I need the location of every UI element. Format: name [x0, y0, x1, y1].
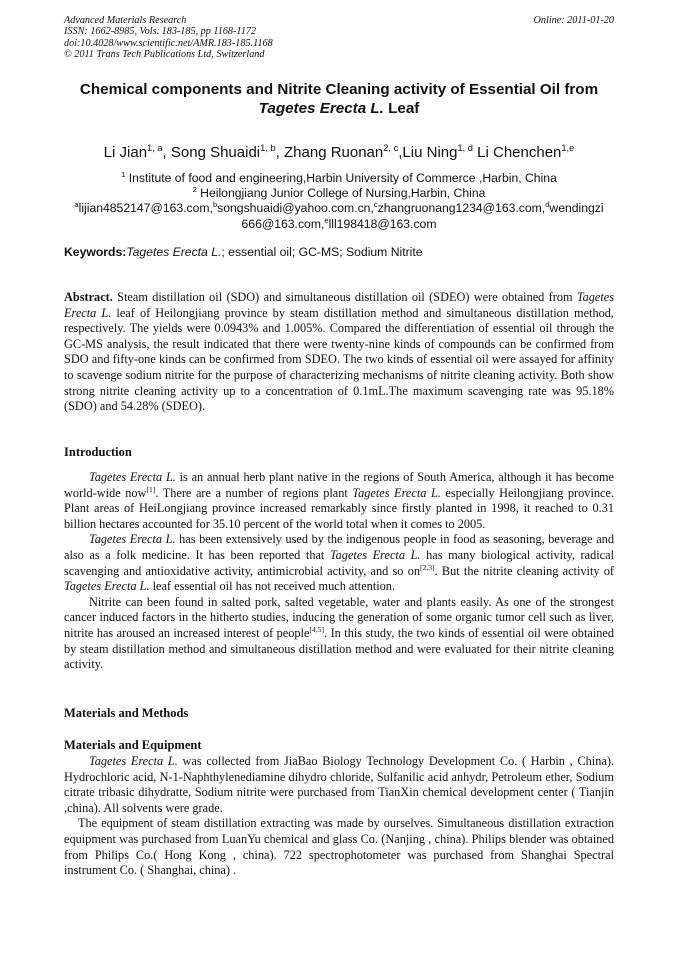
title-species: Tagetes Erecta L. [258, 100, 384, 117]
section-heading-materials-methods: Materials and Methods [64, 706, 189, 720]
email-link[interactable]: lll198418@163.com [328, 216, 437, 231]
author: Li Chenchen$^{1,e}$ [477, 143, 575, 161]
author: Li Jian$^{1, a}$, [103, 143, 171, 161]
keywords [64, 245, 614, 260]
subsection-heading-materials-equipment: Materials and Equipment [64, 738, 202, 752]
citation[interactable]: [2,3] [420, 562, 435, 572]
journal-name: Advanced Materials Research [64, 15, 187, 26]
issn-line: ISSN: 1662-8985, Vols. 183-185, pp 1168-1172 [64, 26, 257, 38]
introduction-body [64, 470, 614, 673]
copyright-line: © 2011 Trans Tech Publications Ltd, Switzerland [64, 49, 265, 61]
affiliation-2: $^2$ Heilongjiang Junior College of Nursing,Harbin, China [192, 185, 486, 201]
author: Liu Ning$^{1, d}$ [402, 143, 473, 161]
affiliation-1: $^1$ Institute of food and engineering,Harbin University of Commerce ,Harbin, China [121, 169, 557, 185]
section-heading-introduction: Introduction [64, 445, 132, 459]
journal-info [64, 15, 273, 61]
citation[interactable]: [1] [146, 484, 156, 494]
emails-line-2: 666@163.com,$^e$lll198418@163.com [241, 215, 437, 231]
abstract-label: Abstract. [64, 290, 113, 304]
keywords-label: Keywords: [64, 245, 127, 259]
title-line-2 [64, 99, 614, 118]
online-date: Online: 2011-01-20 [533, 15, 614, 26]
methods-body [64, 754, 614, 879]
citation[interactable]: [4,5] [309, 624, 325, 634]
paper-title [64, 80, 614, 118]
paragraph: The equipment of steam distillation extracting was made by ourselves. Simultaneous distillation extraction equipment was purchased from LuanYu chemical and glass Co. (Nanjing , china). Philips blender was obtained from Philips Co.( Hong Kong , china). 722 spectrophotometer was purchased from Shanghai Spectral instrument Co. ( Shanghai, china) . [64, 816, 614, 878]
paragraph: Tagetes Erecta L. is an annual herb plant native in the regions of South America, although it has become world-wide now[1]. There are a number of regions plant Tagetes Erecta L. especially Heilongjiang province. Plant areas of HeiLongjiang province increased remarkably since firstly planted in 1998, it reached to 0.31 billion hectares accounted for 35.10 percent of the world total when it comes to 2005. [64, 470, 614, 531]
email-link[interactable]: lijian4852147@163.com, [78, 201, 213, 216]
email-link[interactable]: zhangruonang1234@163.com, [377, 201, 546, 216]
title-leaf: Leaf [383, 100, 420, 117]
doi-line: doi:10.4028/www.scientific.net/AMR.183-185.1168 [64, 37, 273, 49]
author: Song Shuaidi$^{1, b}$, [170, 143, 284, 161]
emails-line-1: $^a$lijian4852147@163.com,$^b$songshuaidi@yahoo.com.cn,$^c$zhangruonang1234@163.com,$^d$wendingzi [74, 200, 604, 216]
paragraph: Tagetes Erecta L. has been extensively used by the indigenous people in food as seasoning, beverage and also as a folk medicine. It has been reported that Tagetes Erecta L. has many biological activity, radical scavenging and antioxidative activity, antimicrobial activity, and so on[2,3]. But the nitrite cleaning activity of Tagetes Erecta L. leaf essential oil has not received much attention. [64, 532, 614, 594]
email-link[interactable]: 666@163.com, [241, 216, 325, 231]
keyword-list: ; essential oil; GC-MS; Sodium Nitrite [221, 245, 423, 259]
author-list [64, 144, 614, 162]
email-link[interactable]: songshuaidi@yahoo.com.cn, [217, 201, 374, 216]
paragraph: Tagetes Erecta L. was collected from JiaBao Biology Technology Development Co. ( Harbin , China). Hydrochloric acid, N-1-Naphthylenediamine dihydro chloride, Sulfanilic acid anhydr, Petroleum ether, Sodium citrate tribasic dihydratte, Sodium nitrite were purchased from TianXin chemical development center ( Tianjin ,china). All solvents were grade. [64, 754, 614, 815]
email-link[interactable]: wendingzi [549, 201, 604, 216]
title-line-1: Chemical components and Nitrite Cleaning activity of Essential Oil from [79, 81, 599, 98]
affiliations [64, 171, 614, 232]
paragraph: Nitrite can been found in salted pork, salted vegetable, water and plants easily. As one of the strongest cancer induced factors in the hitherto studies, inducing the generation of some organic tumor cell such as liver, nitrite has aroused an increased interest of people[4,5]. In this study, the two kinds of essential oil were obtained by steam distillation method and simultaneous distillation method and were evaluated for their nitrite cleaning activity. [64, 594, 614, 672]
author: Zhang Ruonan$^{2, c}$, [284, 143, 403, 161]
keyword-species: Tagetes Erecta L. [126, 245, 222, 259]
abstract: Abstract. Steam distillation oil (SDO) and simultaneous distillation oil (SDEO) were obtained from Tagetes Erecta L. leaf of Heilongjiang province by steam distillation method and simultaneous distillation method, respectively. The yields were 0.0943% and 1.005%. Compared the differentiation of essential oil through the GC-MS analysis, the result indicated that there were twenty-nine kinds of compounds can be confirmed from SDO and fifty-one kinds can be confirmed from SDEO. The two kinds of essential oil were assayed for affinity to scavenge sodium nitrite for the purpose of characterizing mechanisms of nitrite cleaning activity. Both show strong nitrite cleaning activity up to a concentration of 0.1mL.The maximum scavenging rate was 95.18% (SDO) and 54.28% (SDEO). [64, 290, 614, 414]
